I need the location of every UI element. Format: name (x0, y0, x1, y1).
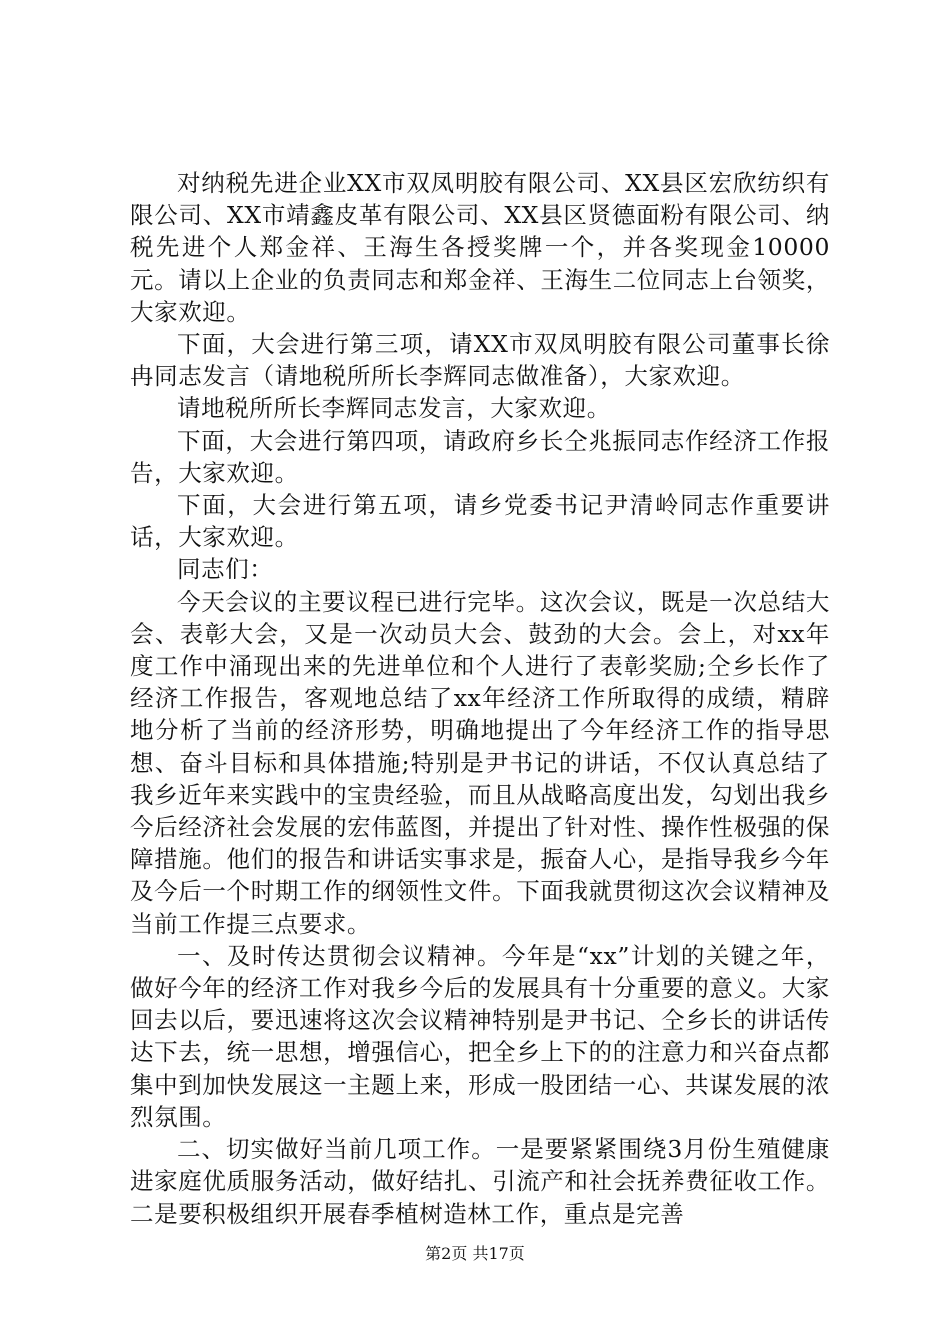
paragraph: 下面，大会进行第五项，请乡党委书记尹清岭同志作重要讲话，大家欢迎。 (130, 491, 830, 552)
paragraph: 对纳税先进企业XX市双凤明胶有限公司、XX县区宏欣纺织有限公司、XX市靖鑫皮革有限公司、XX县区贤德面粉有限公司、纳税先进个人郑金祥、王海生各授奖牌一个，并各奖现金10000元。请以上企业的负责同志和郑金祥、王海生二位同志上台领奖，大家欢迎。 (130, 169, 830, 326)
paragraph: 二、切实做好当前几项工作。一是要紧紧围绕3月份生殖健康进家庭优质服务活动，做好结扎、引流产和社会抚养费征收工作。二是要积极组织开展春季植树造林工作，重点是完善 (130, 1135, 830, 1228)
paragraph: 下面，大会进行第四项，请政府乡长仝兆振同志作经济工作报告，大家欢迎。 (130, 426, 830, 487)
paragraph: 请地税所所长李辉同志发言，大家欢迎。 (177, 394, 611, 423)
paragraph: 同志们： (177, 555, 274, 584)
paragraph: 一、及时传达贯彻会议精神。今年是“xx”计划的关键之年，做好今年的经济工作对我乡今后的发展具有十分重要的意义。大家回去以后，要迅速将这次会议精神特别是尹书记、仝乡长的讲话传达下去，统一思想，增强信心，把全乡上下的的注意力和兴奋点都集中到加快发展这一主题上来，形成一股团结一心、共谋发展的浓烈氛围。 (130, 941, 830, 1131)
page-number-footer: 第2页 共17页 (425, 1244, 525, 1263)
document-body (130, 167, 830, 1230)
paragraph: 今天会议的主要议程已进行完毕。这次会议，既是一次总结大会、表彰大会，又是一次动员大会、鼓劲的大会。会上，对xx年度工作中涌现出来的先进单位和个人进行了表彰奖励;仝乡长作了经济工作报告，客观地总结了xx年经济工作所取得的成绩，精辟地分析了当前的经济形势，明确地提出了今年经济工作的指导思想、奋斗目标和具体措施;特别是尹书记的讲话，不仅认真总结了我乡近年来实践中的宝贵经验，而且从战略高度出发，勾划出我乡今后经济社会发展的宏伟蓝图，并提出了针对性、操作性极强的保障措施。他们的报告和讲话实事求是，振奋人心，是指导我乡今年及今后一个时期工作的纲领性文件。下面我就贯彻这次会议精神及当前工作提三点要求。 (130, 587, 830, 938)
paragraph: 下面，大会进行第三项，请XX市双凤明胶有限公司董事长徐冉同志发言（请地税所所长李辉同志做准备），大家欢迎。 (130, 330, 830, 391)
